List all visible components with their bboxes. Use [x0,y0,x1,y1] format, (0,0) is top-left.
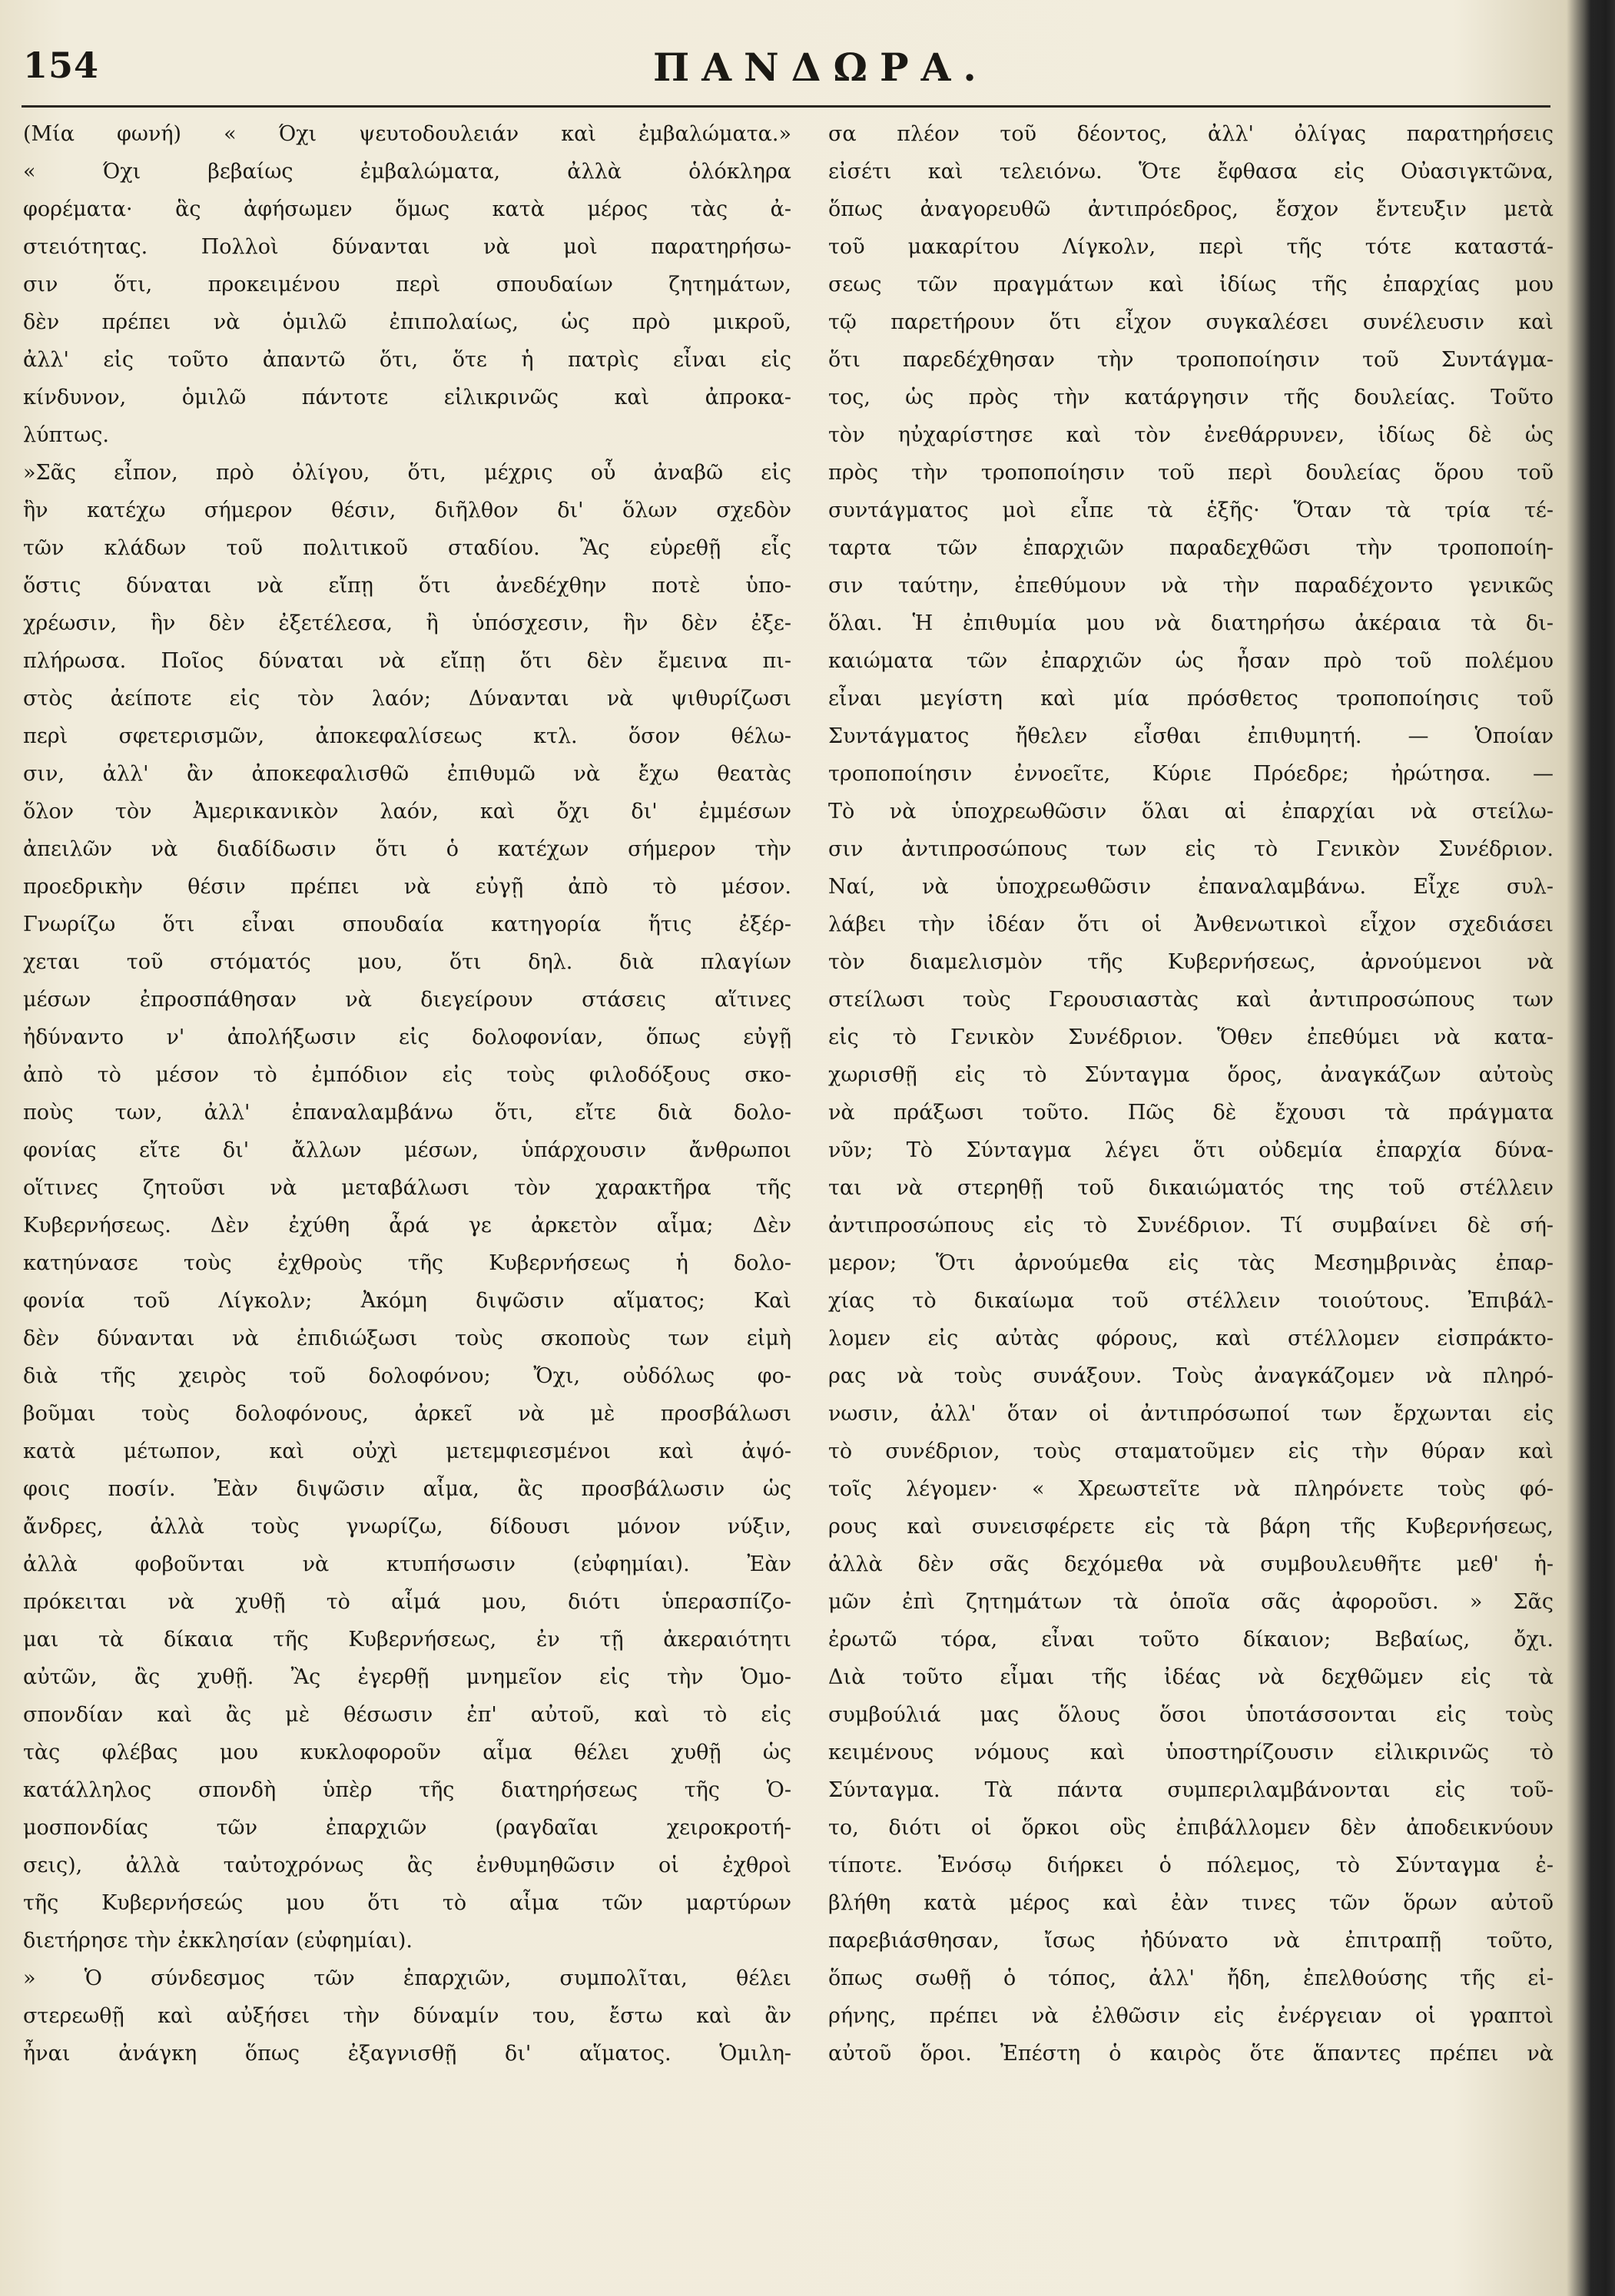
text-line: πλήρωσα. Ποῖος δύναται νὰ εἴπῃ ὅτι δὲν ἔμεινα πι- [23,649,791,673]
text-line: κειμένους νόμους καὶ ὑποστηρίζουσιν εἰλικρινῶς τὸ [828,1741,1554,1764]
text-line: σιν ταύτην, ἐπεθύμουν νὰ τὴν παραδέχοντο γενικῶς [828,574,1554,598]
text-line: Γνωρίζω ὅτι εἶναι σπουδαία κατηγορία ἥτις ἐξέρ- [23,913,791,936]
text-line: νὰ πράξωσι τοῦτο. Πῶς δὲ ἔχουσι τὰ πράγματα [828,1101,1554,1125]
text-line: « Όχι βεβαίως ἐμβαλώματα, ἀλλὰ ὁλόκληρα [23,160,791,184]
text-line: ἀπὸ τὸ μέσον τὸ ἐμπόδιον εἰς τοὺς φιλοδόξους σκο- [23,1063,791,1087]
text-line: ρους καὶ συνεισφέρετε εἰς τὰ βάρη τῆς Κυβερνήσεως, [828,1515,1554,1539]
text-line: τῷ παρετήρουν ὅτι εἶχον συγκαλέσει συνέλευσιν καὶ [828,310,1554,334]
text-line: ταρτα τῶν ἐπαρχιῶν παραδεχθῶσι τὴν τροποποίη- [828,536,1554,560]
text-line: μοσπονδίας τῶν ἐπαρχιῶν (ραγδαῖαι χειροκροτή- [23,1816,791,1840]
text-line: σα πλέον τοῦ δέοντος, ἀλλ' ὀλίγας παρατηρήσεις [828,122,1554,146]
text-line: ἦναι ἀνάγκη ὅπως ἐξαγνισθῇ δι' αἵματος. Ὁμιλη- [23,2042,791,2066]
text-line: ἀλλὰ δὲν σᾶς δεχόμεθα νὰ συμβουλευθῆτε μεθ' ἡ- [828,1552,1554,1576]
text-line: ὅλον τὸν Ἀμερικανικὸν λαόν, καὶ ὄχι δι' ἐμμέσων [23,800,791,823]
text-line: δὲν πρέπει νὰ ὁμιλῶ ἐπιπολαίως, ὡς πρὸ μικροῦ, [23,310,791,334]
text-line: εἰσέτι καὶ τελειόνω. Ὅτε ἔφθασα εἰς Οὐασιγκτῶνα, [828,160,1554,184]
text-line: τῆς Κυβερνήσεώς μου ὅτι τὸ αἷμα τῶν μαρτύρων [23,1891,791,1915]
text-line: ἄνδρες, ἀλλὰ τοὺς γνωρίζω, δίδουσι μόνον νύξιν, [23,1515,791,1539]
text-line: Διὰ τοῦτο εἶμαι τῆς ἰδέας νὰ δεχθῶμεν εἰς τὰ [828,1665,1554,1689]
text-line: ἀλλ' εἰς τοῦτο ἀπαντῶ ὅτι, ὅτε ἡ πατρὶς εἶναι εἰς [23,348,791,372]
text-line: αὐτοῦ ὅροι. Ἐπέστη ὁ καιρὸς ὅτε ἅπαντες πρέπει νὰ [828,2042,1554,2066]
text-line: στερεωθῇ καὶ αὐξήσει τὴν δύναμίν του, ἔστω καὶ ἂν [23,2004,791,2028]
text-line: χίας τὸ δικαίωμα τοῦ στέλλειν τοιούτους. Ἐπιβάλ- [828,1289,1554,1313]
text-line: ὅστις δύναται νὰ εἴπῃ ὅτι ἀνεδέχθην ποτὲ ὑπο- [23,574,791,598]
left-text-column [23,115,791,2266]
text-line: εἶναι μεγίστη καὶ μία πρόσθετος τροποποίησις τοῦ [828,687,1554,711]
text-line: Τὸ νὰ ὑποχρεωθῶσιν ὅλαι αἱ ἐπαρχίαι νὰ στείλω- [828,800,1554,823]
text-line: στὸς ἀείποτε εἰς τὸν λαόν; Δύνανται νὰ ψιθυρίζωσι [23,687,791,711]
text-line: φονία τοῦ Λίγκολν; Ἀκόμη διψῶσιν αἵματος; Καὶ [23,1289,791,1313]
text-line: μαι τὰ δίκαια τῆς Κυβερνήσεως, ἐν τῇ ἀκεραιότητι [23,1628,791,1652]
text-line: συμβούλιά μας ὅλους ὅσοι ὑποτάσσονται εἰς τοὺς [828,1703,1554,1727]
text-line: τὸν διαμελισμὸν τῆς Κυβερνήσεως, ἀρνούμενοι νὰ [828,950,1554,974]
text-line: σιν, ἀλλ' ἂν ἀποκεφαλισθῶ ἐπιθυμῶ νὰ ἔχω θεατὰς [23,762,791,786]
text-line: λάβει τὴν ἰδέαν ὅτι οἱ Ἀνθενωτικοὶ εἶχον σχεδιάσει [828,913,1554,936]
text-line: αὐτῶν, ἂς χυθῇ. Ἂς ἐγερθῇ μνημεῖον εἰς τὴν Ὁμο- [23,1665,791,1689]
text-line: νωσιν, ἀλλ' ὅταν οἱ ἀντιπρόσωποί των ἔρχωνται εἰς [828,1402,1554,1426]
text-line: περὶ σφετερισμῶν, ἀποκεφαλίσεως κτλ. ὅσον θέλω- [23,724,791,748]
text-line: ρήνης, πρέπει νὰ ἐλθῶσιν εἰς ἐνέργειαν οἱ γραπτοὶ [828,2004,1554,2028]
text-line: τίποτε. Ἐνόσῳ διήρκει ὁ πόλεμος, τὸ Σύνταγμα ἐ- [828,1854,1554,1877]
text-line: σπονδίαν καὶ ἂς μὲ θέσωσιν ἐπ' αὐτοῦ, καὶ τὸ εἰς [23,1703,791,1727]
text-line: βοῦμαι τοὺς δολοφόνους, ἀρκεῖ νὰ μὲ προσβάλωσι [23,1402,791,1426]
text-line: ποὺς των, ἀλλ' ἐπαναλαμβάνω ὅτι, εἴτε διὰ δολο- [23,1101,791,1125]
text-line: οἵτινες ζητοῦσι νὰ μεταβάλωσι τὸν χαρακτῆρα τῆς [23,1176,791,1200]
text-line: ἀντιπροσώπους εἰς τὸ Συνέδριον. Τί συμβαίνει δὲ σή- [828,1214,1554,1237]
text-line: πρὸς τὴν τροποποίησιν τοῦ περὶ δουλείας ὅρου τοῦ [828,461,1554,485]
text-line: τοῖς λέγομεν· « Χρεωστεῖτε νὰ πληρόνετε τοὺς φό- [828,1477,1554,1501]
text-line: φοις ποσίν. Ἐὰν διψῶσιν αἷμα, ἂς προσβάλωσιν ὡς [23,1477,791,1501]
text-line: Σύνταγμα. Τὰ πάντα συμπεριλαμβάνονται εἰς τοῦ- [828,1778,1554,1802]
text-line: χεται τοῦ στόματός μου, ὅτι δηλ. διὰ πλαγίων [23,950,791,974]
text-line: χρέωσιν, ἣν δὲν ἐξετέλεσα, ἢ ὑπόσχεσιν, ἣν δὲν ἐξε- [23,611,791,635]
text-line: ἠδύναντο ν' ἀπολήξωσιν εἰς δολοφονίαν, ὅπως εὐγῇ [23,1025,791,1049]
text-line: φορέματα· ἃς ἀφήσωμεν ὅμως κατὰ μέρος τὰς ἀ- [23,197,791,221]
text-line: τοῦ μακαρίτου Λίγκολν, περὶ τῆς τότε καταστά- [828,235,1554,259]
text-line: ται νὰ στερηθῇ τοῦ δικαιώματός της τοῦ στέλλειν [828,1176,1554,1200]
text-line: μερον; Ὅτι ἀρνούμεθα εἰς τὰς Μεσημβρινὰς ἐπαρ- [828,1251,1554,1275]
text-line: τῶν κλάδων τοῦ πολιτικοῦ σταδίου. Ἂς εὑρεθῇ εἷς [23,536,791,560]
text-line: διετήρησε τὴν ἐκκλησίαν (εὐφημίαι). [23,1929,413,1953]
text-line: μῶν ἐπὶ ζητημάτων τὰ ὁποῖα σᾶς ἀφοροῦσι. » Σᾶς [828,1590,1554,1614]
text-line: παρεβιάσθησαν, ἴσως ἠδύνατο νὰ ἐπιτραπῇ τοῦτο, [828,1929,1554,1953]
text-line: »Σᾶς εἶπον, πρὸ ὀλίγου, ὅτι, μέχρις οὗ ἀναβῶ εἰς [23,461,791,485]
text-line: τροποποίησιν ἐννοεῖτε, Κύριε Πρόεδρε; ἠρώτησα. — [828,762,1554,786]
text-line: καιώματα τῶν ἐπαρχιῶν ὡς ἦσαν πρὸ τοῦ πολέμου [828,649,1554,673]
text-line: νῦν; Τὸ Σύνταγμα λέγει ὅτι οὐδεμία ἐπαρχία δύνα- [828,1138,1554,1162]
text-line: τὸν ηὐχαρίστησε καὶ τὸν ἐνεθάρρυνεν, ἰδίως δὲ ὡς [828,423,1554,447]
text-line: κατὰ μέτωπον, καὶ οὐχὶ μετεμφιεσμένοι καὶ ἀψό- [23,1440,791,1463]
text-line: ὅτι παρεδέχθησαν τὴν τροποποίησιν τοῦ Συντάγμα- [828,348,1554,372]
header-rule [22,105,1550,108]
page-number: 154 [23,45,100,86]
text-line: ὅπως σωθῇ ὁ τόπος, ἀλλ' ἤδη, ἐπελθούσης τῆς εἰ- [828,1966,1554,1990]
text-line: δὲν δύνανται νὰ ἐπιδιώξωσι τοὺς σκοποὺς των εἰμὴ [23,1327,791,1350]
text-line: ἀλλὰ φοβοῦνται νὰ κτυπήσωσιν (εὐφημίαι). Ἐὰν [23,1552,791,1576]
text-line: συντάγματος μοὶ εἶπε τὰ ἑξῆς· Ὅταν τὰ τρία τέ- [828,499,1554,522]
text-line: διὰ τῆς χειρὸς τοῦ δολοφόνου; Ὄχι, οὐδόλως φο- [23,1364,791,1388]
text-line: σιν ὅτι, προκειμένου περὶ σπουδαίων ζητημάτων, [23,273,791,297]
text-line: κατάλληλος σπονδὴ ὑπὲρ τῆς διατηρήσεως τῆς Ὁ- [23,1778,791,1802]
text-line: σιν ἀντιπροσώπους των εἰς τὸ Γενικὸν Συνέδριον. [828,837,1554,861]
text-line: τος, ὡς πρὸς τὴν κατάργησιν τῆς δουλείας. Τοῦτο [828,386,1554,409]
text-line: τὸ συνέδριον, τοὺς σταματοῦμεν εἰς τὴν θύραν καὶ [828,1440,1554,1463]
text-line: βλήθη κατὰ μέρος καὶ ἐὰν τινες τῶν ὅρων αὐτοῦ [828,1891,1554,1915]
text-line: πρόκειται νὰ χυθῇ τὸ αἷμά μου, διότι ὑπερασπίζο- [23,1590,791,1614]
text-line: το, διότι οἱ ὅρκοι οὓς ἐπιβάλλομεν δὲν ἀποδεικνύουν [828,1816,1554,1840]
page-edge-shadow [1584,0,1615,2296]
text-line: Κυβερνήσεως. Δὲν ἐχύθη ἆρά γε ἀρκετὸν αἷμα; Δὲν [23,1214,791,1237]
text-line: ὅλαι. Ἡ ἐπιθυμία μου νὰ διατηρήσω ἀκέραια τὰ δι- [828,611,1554,635]
text-line: (Μία φωνή) « Όχι ψευτοδουλειάν καὶ ἐμβαλώματα.» [23,122,791,146]
text-line: ὅπως ἀναγορευθῶ ἀντιπρόεδρος, ἔσχον ἔντευξιν μετὰ [828,197,1554,221]
running-head: ΠΑΝΔΩΡΑ. [653,45,989,90]
text-line: ρας νὰ τοὺς συνάξουν. Τοὺς ἀναγκάζομεν νὰ πληρό- [828,1364,1554,1388]
text-line: σεως τῶν πραγμάτων καὶ ἰδίως τῆς ἐπαρχίας μου [828,273,1554,297]
text-line: στειότητας. Πολλοὶ δύνανται νὰ μοὶ παρατηρήσω- [23,235,791,259]
text-line: λύπτως. [23,423,109,447]
text-line: » Ὁ σύνδεσμος τῶν ἐπαρχιῶν, συμπολῖται, θέλει [23,1966,791,1990]
text-line: λομεν εἰς αὐτὰς φόρους, καὶ στέλλομεν εἰσπράκτο- [828,1327,1554,1350]
text-line: ἣν κατέχω σήμερον θέσιν, διῆλθον δι' ὅλων σχεδὸν [23,499,791,522]
text-line: μέσων ἐπροσπάθησαν νὰ διεγείρουν στάσεις αἵτινες [23,988,791,1012]
text-line: σεις), ἀλλὰ ταὐτοχρόνως ἂς ἐνθυμηθῶσιν οἱ ἐχθροὶ [23,1854,791,1877]
text-line: εἰς τὸ Γενικὸν Συνέδριον. Ὅθεν ἐπεθύμει νὰ κατα- [828,1025,1554,1049]
text-line: ἀπειλῶν νὰ διαδίδωσιν ὅτι ὁ κατέχων σήμερον τὴν [23,837,791,861]
text-line: Συντάγματος ἤθελεν εἶσθαι ἐπιθυμητή. — Ὁποίαν [828,724,1554,748]
right-text-column [828,115,1554,2266]
text-line: τὰς φλέβας μου κυκλοφοροῦν αἷμα θέλει χυθῇ ὡς [23,1741,791,1764]
text-line: ἐρωτῶ τόρα, εἶναι τοῦτο δίκαιον; Βεβαίως, ὄχι. [828,1628,1554,1652]
text-line: φονίας εἴτε δι' ἄλλων μέσων, ὑπάρχουσιν ἄνθρωποι [23,1138,791,1162]
text-line: κίνδυνον, ὁμιλῶ πάντοτε εἰλικρινῶς καὶ ἀπροκα- [23,386,791,409]
text-line: προεδρικὴν θέσιν πρέπει νὰ εὐγῇ ἀπὸ τὸ μέσον. [23,875,791,899]
text-line: χωρισθῇ εἰς τὸ Σύνταγμα ὅρος, ἀναγκάζων αὐτοὺς [828,1063,1554,1087]
text-line: κατηύνασε τοὺς ἐχθροὺς τῆς Κυβερνήσεως ἡ δολο- [23,1251,791,1275]
text-line: στείλωσι τοὺς Γερουσιαστὰς καὶ ἀντιπροσώπους των [828,988,1554,1012]
text-line: Ναί, νὰ ὑποχρεωθῶσιν ἐπαναλαμβάνω. Εἶχε συλ- [828,875,1554,899]
